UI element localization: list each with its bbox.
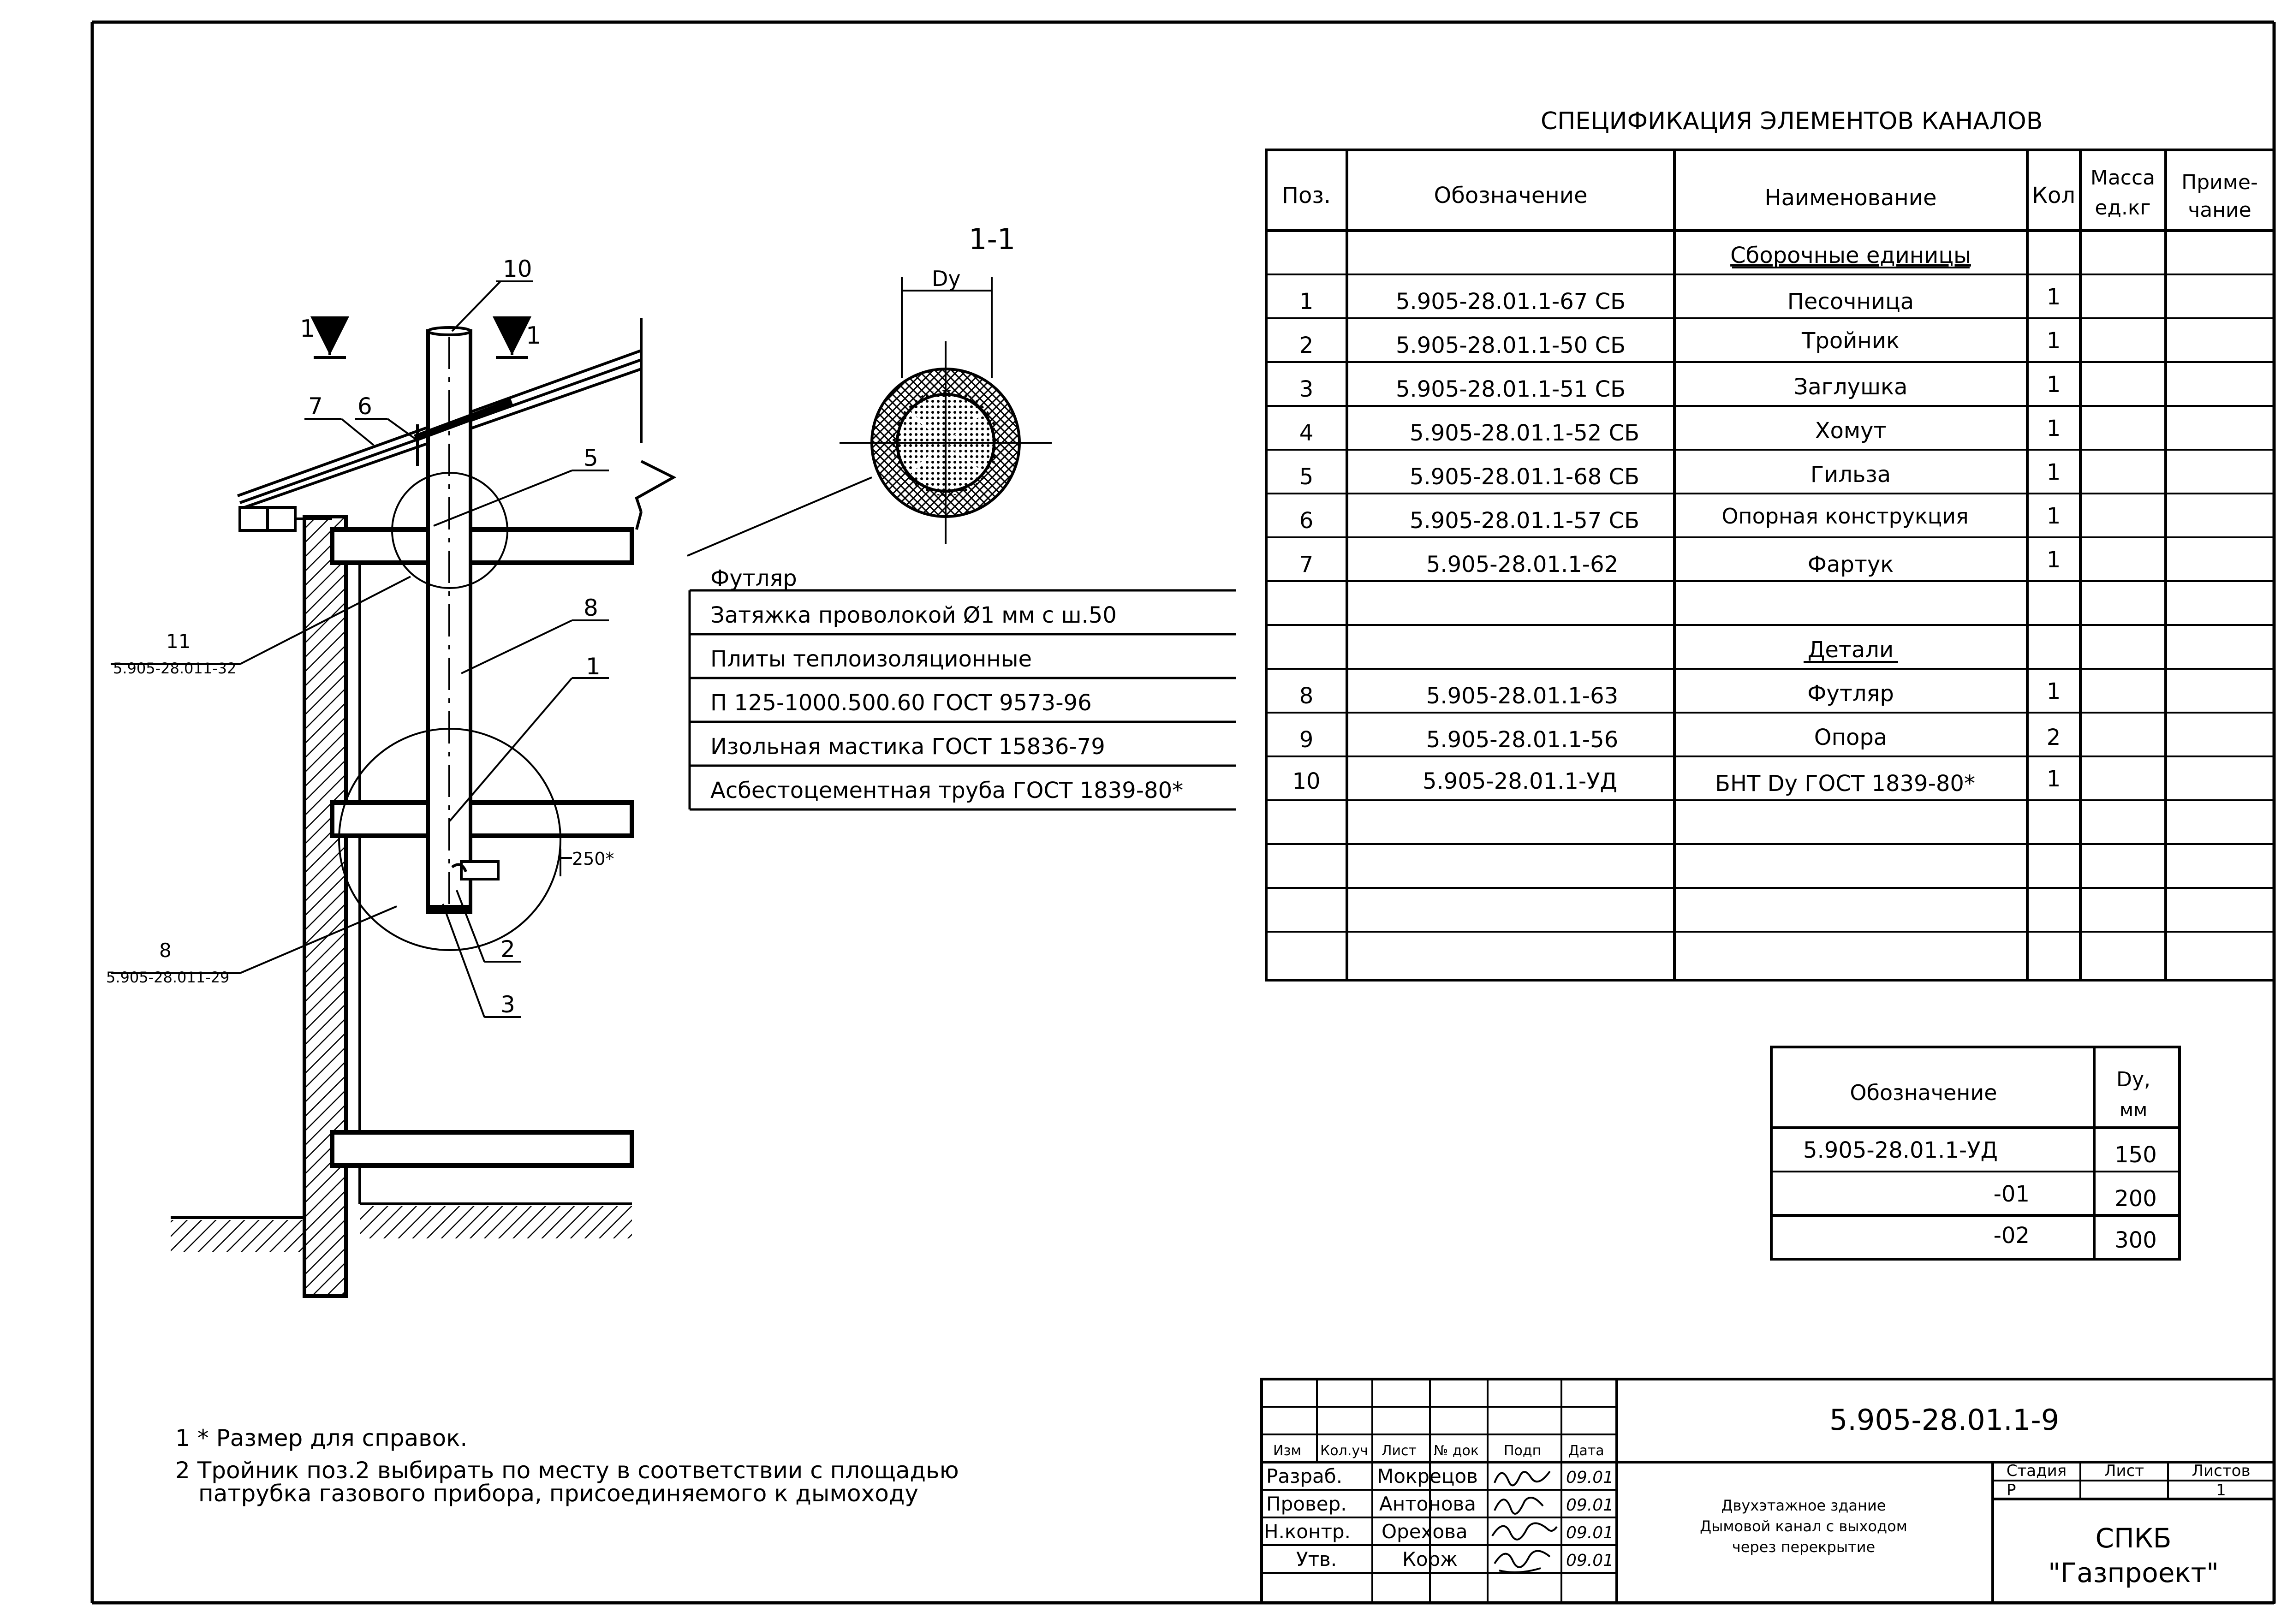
notes bbox=[175, 1425, 959, 1507]
svg-text:1: 1 bbox=[526, 322, 542, 350]
svg-text:5.905-28.01.1-50 СБ: 5.905-28.01.1-50 СБ bbox=[1395, 333, 1626, 358]
svg-text:5.905-28.01.1-62: 5.905-28.01.1-62 bbox=[1426, 552, 1619, 577]
svg-text:Разраб.: Разраб. bbox=[1266, 1465, 1343, 1487]
svg-text:БНТ Dy ГОСТ 1839-80*: БНТ Dy ГОСТ 1839-80* bbox=[1715, 771, 1975, 797]
table-row bbox=[1299, 503, 2061, 534]
svg-text:Лист: Лист bbox=[1382, 1443, 1417, 1459]
svg-text:Изм: Изм bbox=[1273, 1443, 1302, 1459]
group-assemblies: Сборочные единицы bbox=[1730, 243, 1971, 268]
callout-8: 8 bbox=[584, 595, 598, 621]
svg-text:Dy: Dy bbox=[932, 266, 961, 291]
table-row bbox=[1299, 284, 2061, 315]
svg-text:Стадия: Стадия bbox=[2006, 1462, 2067, 1480]
org-name: СПКБ bbox=[2095, 1523, 2172, 1554]
svg-text:Гильза: Гильза bbox=[1810, 462, 1891, 488]
layer-list bbox=[690, 565, 1236, 809]
building-section-drawing bbox=[106, 256, 673, 1296]
svg-text:Мокрецов: Мокрецов bbox=[1377, 1465, 1478, 1487]
attic-slab bbox=[332, 529, 632, 563]
svg-text:Футляр: Футляр bbox=[710, 565, 797, 591]
svg-text:7: 7 bbox=[1299, 552, 1314, 577]
title-block bbox=[1262, 1379, 2274, 1603]
svg-text:2: 2 bbox=[2046, 725, 2061, 750]
svg-text:мм: мм bbox=[2119, 1100, 2148, 1121]
callout-5: 5 bbox=[584, 445, 598, 471]
dy-value: 150 bbox=[2114, 1142, 2157, 1168]
svg-text:1: 1 bbox=[2216, 1481, 2226, 1499]
table-row bbox=[1299, 459, 2061, 490]
svg-text:3: 3 bbox=[1299, 376, 1314, 402]
table-row bbox=[1292, 766, 2061, 797]
svg-text:5.905-28.01.1-68 СБ: 5.905-28.01.1-68 СБ bbox=[1409, 464, 1640, 490]
svg-text:Дата: Дата bbox=[1568, 1443, 1604, 1459]
ground-hatch-right bbox=[360, 1206, 632, 1238]
svg-text:Кол.уч: Кол.уч bbox=[1320, 1443, 1368, 1459]
svg-text:Тройник: Тройник bbox=[1802, 328, 1900, 354]
section-mark-left bbox=[300, 315, 346, 357]
svg-text:09.01: 09.01 bbox=[1566, 1551, 1614, 1570]
ref-11-code: 5.905-28.011-32 bbox=[113, 660, 237, 677]
svg-text:Антонова: Антонова bbox=[1379, 1493, 1476, 1515]
svg-text:Обозначение: Обозначение bbox=[1434, 183, 1588, 208]
svg-text:1: 1 bbox=[2046, 372, 2061, 398]
svg-text:4: 4 bbox=[1299, 420, 1314, 446]
svg-text:чание: чание bbox=[2188, 198, 2251, 222]
ground-hatch-left bbox=[171, 1220, 304, 1252]
svg-text:2 Тройник поз.2 выбирать по ме: 2 Тройник поз.2 выбирать по месту в соответствии с площадью bbox=[175, 1457, 959, 1484]
svg-text:Н.контр.: Н.контр. bbox=[1264, 1520, 1351, 1543]
svg-text:Заглушка: Заглушка bbox=[1793, 374, 1908, 400]
svg-text:Песочница: Песочница bbox=[1787, 289, 1914, 315]
svg-text:Листов: Листов bbox=[2192, 1462, 2251, 1480]
svg-text:1: 1 bbox=[2046, 503, 2061, 529]
ref-11-number: 11 bbox=[166, 630, 191, 653]
svg-text:1: 1 bbox=[2046, 459, 2061, 485]
dim-250: 250* bbox=[572, 849, 614, 869]
ref-8-code: 5.905-28.011-29 bbox=[106, 969, 230, 986]
svg-text:Наименование: Наименование bbox=[1764, 185, 1937, 211]
section-1-1 bbox=[687, 222, 1052, 556]
svg-text:1 * Размер для справок.: 1 * Размер для справок. bbox=[175, 1425, 468, 1451]
document-code: 5.905-28.01.1-9 bbox=[1829, 1403, 2060, 1437]
table-row bbox=[1299, 372, 2061, 402]
dy-code: -01 bbox=[1993, 1181, 2030, 1207]
svg-text:5.905-28.01.1-56: 5.905-28.01.1-56 bbox=[1426, 727, 1619, 753]
svg-text:патрубка газового прибора, при: патрубка газового прибора, присоединяемого к дымоходу bbox=[198, 1480, 918, 1507]
svg-text:1: 1 bbox=[2046, 416, 2061, 441]
svg-text:5.905-28.01.1-52 СБ: 5.905-28.01.1-52 СБ bbox=[1409, 420, 1640, 446]
svg-text:1: 1 bbox=[2046, 678, 2061, 704]
callout-3: 3 bbox=[500, 991, 515, 1018]
table-row bbox=[1299, 328, 2061, 358]
svg-text:№ док: № док bbox=[1434, 1443, 1479, 1459]
org-name-quoted: "Газпроект" bbox=[2048, 1557, 2219, 1588]
svg-text:Р: Р bbox=[2007, 1481, 2016, 1499]
svg-text:Подп: Подп bbox=[1504, 1443, 1542, 1459]
svg-text:Хомут: Хомут bbox=[1815, 418, 1887, 444]
svg-text:1: 1 bbox=[2046, 766, 2061, 792]
dy-code: -02 bbox=[1993, 1223, 2030, 1249]
svg-text:1: 1 bbox=[2046, 328, 2061, 354]
svg-text:Утв.: Утв. bbox=[1296, 1548, 1337, 1570]
callout-6: 6 bbox=[357, 393, 372, 420]
ref-8-number: 8 bbox=[159, 939, 172, 962]
table-row bbox=[1299, 678, 2061, 709]
dy-value: 300 bbox=[2114, 1227, 2157, 1253]
svg-text:1: 1 bbox=[1299, 289, 1314, 315]
spec-table bbox=[1266, 107, 2274, 980]
svg-text:09.01: 09.01 bbox=[1566, 1523, 1614, 1542]
svg-text:5.905-28.01.1-57 СБ: 5.905-28.01.1-57 СБ bbox=[1409, 508, 1640, 534]
svg-text:8: 8 bbox=[1299, 683, 1314, 709]
signatures bbox=[1492, 1471, 1557, 1572]
dy-value: 200 bbox=[2114, 1186, 2157, 1212]
svg-text:Орехова: Орехова bbox=[1382, 1520, 1468, 1543]
layer-item: Асбестоцементная труба ГОСТ 1839-80* bbox=[710, 778, 1184, 803]
svg-text:Лист: Лист bbox=[2104, 1462, 2144, 1480]
group-details: Детали bbox=[1807, 637, 1894, 663]
svg-text:Корж: Корж bbox=[1402, 1548, 1458, 1570]
layer-item: Затяжка проволокой Ø1 мм с ш.50 bbox=[710, 602, 1117, 628]
svg-text:Обозначение: Обозначение bbox=[1850, 1080, 1997, 1105]
svg-text:Кол: Кол bbox=[2031, 183, 2076, 208]
layer-item: Плиты теплоизоляционные bbox=[710, 646, 1032, 672]
svg-text:1: 1 bbox=[2046, 284, 2061, 310]
exterior-wall bbox=[304, 517, 346, 1296]
table-row bbox=[1299, 416, 2061, 446]
svg-text:через перекрытие: через перекрытие bbox=[1732, 1538, 1876, 1556]
svg-text:Поз.: Поз. bbox=[1281, 183, 1331, 208]
svg-text:2: 2 bbox=[1299, 333, 1314, 358]
table-row bbox=[1299, 725, 2061, 753]
svg-text:09.01: 09.01 bbox=[1566, 1468, 1614, 1487]
spec-title: СПЕЦИФИКАЦИЯ ЭЛЕМЕНТОВ КАНАЛОВ bbox=[1541, 107, 2043, 135]
svg-text:ед.кг: ед.кг bbox=[2095, 196, 2151, 220]
section-mark-right bbox=[496, 318, 541, 357]
dy-code: 5.905-28.01.1-УД bbox=[1803, 1137, 1998, 1163]
svg-text:5.905-28.01.1-УД: 5.905-28.01.1-УД bbox=[1422, 768, 1618, 794]
svg-text:10: 10 bbox=[1292, 768, 1321, 794]
svg-text:Двухэтажное здание: Двухэтажное здание bbox=[1721, 1497, 1886, 1514]
svg-text:Опора: Опора bbox=[1814, 725, 1888, 750]
callout-10: 10 bbox=[503, 256, 532, 282]
svg-text:Опорная конструкция: Опорная конструкция bbox=[1721, 504, 1969, 529]
svg-text:9: 9 bbox=[1299, 727, 1314, 753]
layer-item: П 125-1000.500.60 ГОСТ 9573-96 bbox=[710, 690, 1092, 716]
dy-table bbox=[1771, 1047, 2180, 1259]
svg-text:Фартук: Фартук bbox=[1807, 552, 1894, 577]
callout-2: 2 bbox=[500, 936, 515, 963]
svg-text:Dу,: Dу, bbox=[2116, 1068, 2150, 1091]
svg-text:Дымовой канал с выходом: Дымовой канал с выходом bbox=[1700, 1517, 1907, 1535]
svg-text:1-1: 1-1 bbox=[969, 222, 1016, 256]
floor-slab-upper bbox=[332, 803, 632, 836]
svg-text:Футляр: Футляр bbox=[1807, 681, 1894, 707]
layer-item: Изольная мастика ГОСТ 15836-79 bbox=[710, 734, 1105, 760]
svg-text:5.905-28.01.1-51 СБ: 5.905-28.01.1-51 СБ bbox=[1395, 376, 1626, 402]
svg-text:1: 1 bbox=[2046, 547, 2061, 573]
callout-1: 1 bbox=[586, 653, 601, 680]
callout-7: 7 bbox=[308, 393, 323, 420]
svg-text:Провер.: Провер. bbox=[1266, 1493, 1347, 1515]
svg-text:1: 1 bbox=[300, 315, 316, 343]
svg-text:6: 6 bbox=[1299, 508, 1314, 534]
svg-text:Масса: Масса bbox=[2090, 166, 2156, 190]
svg-text:09.01: 09.01 bbox=[1566, 1496, 1614, 1515]
svg-text:5.905-28.01.1-67 СБ: 5.905-28.01.1-67 СБ bbox=[1395, 289, 1626, 315]
floor-slab-lower bbox=[332, 1132, 632, 1166]
table-row bbox=[1299, 547, 2061, 577]
svg-text:5.905-28.01.1-63: 5.905-28.01.1-63 bbox=[1426, 683, 1619, 709]
svg-text:5: 5 bbox=[1299, 464, 1314, 490]
svg-text:Приме-: Приме- bbox=[2181, 171, 2258, 194]
